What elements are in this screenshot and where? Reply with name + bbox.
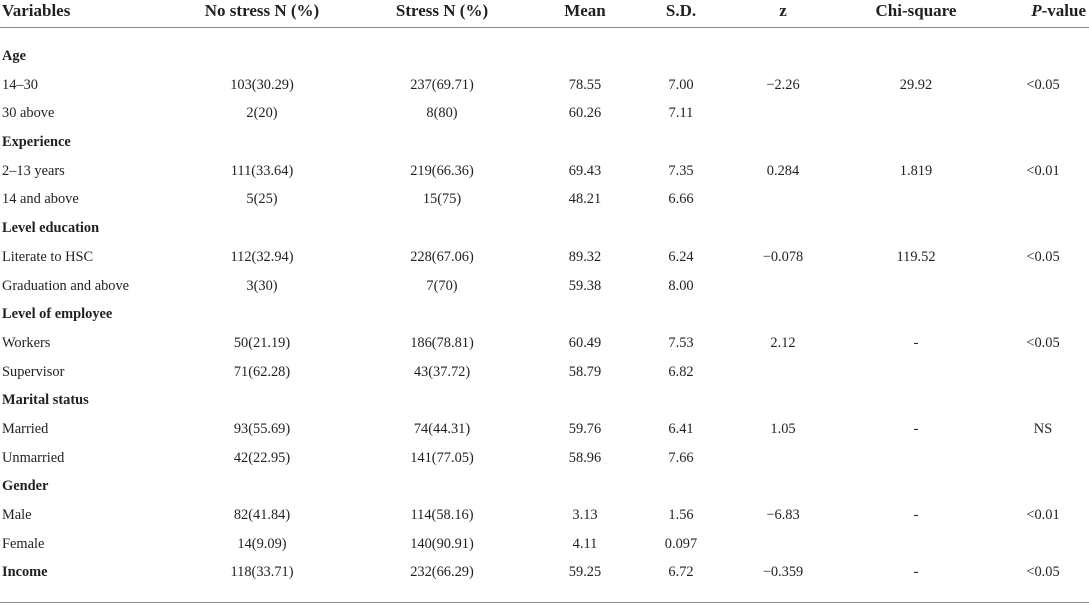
cell-chi-square: 29.92 (899, 76, 933, 93)
cell-chi-square: - (913, 334, 919, 351)
group-label: Marital status (2, 392, 89, 409)
cell-sd: 7.66 (668, 449, 694, 466)
cell-z: 0.284 (766, 162, 800, 179)
cell-no-stress: 118(33.71) (230, 564, 294, 581)
cell-no-stress: 42(22.95) (233, 449, 291, 466)
cell-z: 1.05 (770, 420, 796, 437)
cell-stress: 140(90.91) (410, 535, 474, 552)
table-row (0, 358, 1089, 387)
cell-p-value: NS (1033, 420, 1053, 437)
table-row (0, 99, 1089, 128)
row-label: 14 and above (2, 191, 79, 208)
cell-z: 2.12 (770, 334, 796, 351)
cell-mean: 89.32 (568, 248, 602, 265)
cell-p-value: <0.05 (1026, 248, 1060, 265)
group-label: Age (2, 48, 26, 64)
col-header-variables: Variables (2, 1, 71, 20)
cell-no-stress: 103(30.29) (230, 76, 294, 93)
cell-mean: 59.38 (568, 277, 602, 294)
row-label: Female (2, 535, 45, 552)
cell-sd: 7.00 (668, 76, 694, 93)
cell-stress: 8(80) (426, 105, 458, 122)
cell-stress: 15(75) (422, 191, 462, 208)
cell-sd: 6.41 (668, 420, 694, 437)
table-header-row (0, 0, 1089, 28)
cell-no-stress: 2(20) (246, 105, 278, 122)
cell-no-stress: 82(41.84) (233, 507, 291, 523)
cell-stress: 141(77.05) (410, 449, 474, 466)
cell-chi-square: - (913, 564, 919, 581)
cell-mean: 59.25 (568, 564, 602, 581)
cell-p-value: <0.05 (1026, 76, 1060, 93)
cell-sd: 6.72 (668, 564, 694, 581)
cell-sd: 7.35 (668, 162, 694, 179)
cell-stress: 114(58.16) (410, 507, 474, 523)
cell-mean: 60.26 (568, 105, 602, 122)
cell-mean: 48.21 (568, 191, 602, 208)
cell-stress: 237(69.71) (410, 76, 474, 93)
table-row (0, 272, 1089, 301)
cell-mean: 78.55 (568, 76, 602, 93)
cell-no-stress: 111(33.64) (230, 162, 294, 179)
col-header-p-value (1000, 0, 1086, 22)
row-label: Married (2, 420, 49, 437)
group-row-experience (0, 128, 1089, 157)
col-header-no-stress: No stress N (%) (204, 1, 320, 20)
cell-p-value: <0.01 (1026, 162, 1060, 179)
cell-stress: 43(37.72) (413, 363, 471, 380)
cell-no-stress: 50(21.19) (233, 334, 291, 351)
cell-sd: 1.56 (668, 507, 694, 523)
group-row-income (0, 558, 1089, 587)
cell-z: −2.26 (766, 76, 800, 93)
table-row (0, 501, 1089, 530)
table-row (0, 71, 1089, 100)
cell-sd: 7.53 (668, 334, 694, 351)
cell-sd: 6.66 (668, 191, 694, 208)
header-spacer (0, 28, 1089, 42)
table-row (0, 444, 1089, 473)
cell-sd: 0.097 (664, 535, 698, 552)
cell-mean: 69.43 (568, 162, 602, 179)
group-label: Level education (2, 220, 100, 237)
table-row (0, 243, 1089, 272)
cell-mean: 60.49 (568, 334, 602, 351)
cell-chi-square: 1.819 (899, 162, 933, 179)
row-label: 30 above (2, 105, 55, 122)
cell-mean: 4.11 (572, 535, 598, 552)
table-row (0, 415, 1089, 444)
row-label: 14–30 (2, 76, 38, 93)
cell-mean: 58.96 (568, 449, 602, 466)
cell-z: −6.83 (766, 507, 800, 523)
cell-p-value: <0.05 (1026, 564, 1060, 581)
cell-stress: 7(70) (426, 277, 458, 294)
cell-mean: 3.13 (572, 507, 598, 523)
row-label: Workers (2, 334, 51, 351)
table-row (0, 530, 1089, 559)
cell-sd: 8.00 (668, 277, 694, 294)
cell-no-stress: 112(32.94) (230, 248, 294, 265)
group-row-employee (0, 300, 1089, 329)
cell-stress: 232(66.29) (410, 564, 474, 581)
col-header-stress: Stress N (%) (395, 1, 489, 20)
cell-p-value: <0.01 (1026, 507, 1060, 523)
group-row-gender (0, 472, 1089, 501)
group-row-age (0, 42, 1089, 71)
cell-no-stress: 14(9.09) (237, 535, 287, 552)
cell-no-stress: 5(25) (246, 191, 278, 208)
row-label: Graduation and above (2, 277, 130, 294)
row-label: Supervisor (2, 363, 65, 380)
cell-z: −0.359 (762, 564, 804, 581)
cell-p-value: <0.05 (1026, 334, 1060, 351)
cell-z: −0.078 (762, 248, 804, 265)
p-italic: P (1031, 1, 1042, 20)
table-row (0, 185, 1089, 214)
cell-chi-square: 119.52 (896, 248, 936, 265)
p-suffix: -value (1041, 1, 1086, 20)
cell-chi-square: - (913, 507, 919, 523)
group-row-education (0, 214, 1089, 243)
cell-chi-square: - (913, 420, 919, 437)
cell-no-stress: 71(62.28) (233, 363, 291, 380)
col-header-sd: S.D. (665, 1, 697, 20)
table-bottom-rule (0, 602, 1089, 603)
cell-stress: 186(78.81) (410, 334, 474, 351)
col-header-chi-square: Chi-square (875, 1, 957, 20)
group-label: Income (2, 564, 48, 581)
cell-stress: 74(44.31) (413, 420, 471, 437)
table-row (0, 157, 1089, 186)
row-label: Male (2, 507, 32, 523)
row-label: 2–13 years (2, 162, 65, 179)
row-label: Unmarried (2, 449, 65, 466)
table-row (0, 329, 1089, 358)
col-header-z: z (779, 1, 787, 20)
cell-mean: 58.79 (568, 363, 602, 380)
col-header-mean: Mean (564, 1, 606, 20)
cell-sd: 7.11 (668, 105, 694, 122)
row-label: Literate to HSC (2, 248, 94, 265)
cell-stress: 219(66.36) (410, 162, 474, 179)
group-label: Gender (2, 478, 49, 495)
group-row-marital (0, 386, 1089, 415)
cell-stress: 228(67.06) (410, 248, 474, 265)
cell-no-stress: 93(55.69) (233, 420, 291, 437)
group-label: Experience (2, 134, 71, 151)
cell-mean: 59.76 (568, 420, 602, 437)
cell-sd: 6.24 (668, 248, 694, 265)
group-label: Level of employee (2, 306, 113, 323)
cell-no-stress: 3(30) (246, 277, 278, 294)
cell-sd: 6.82 (668, 363, 694, 380)
